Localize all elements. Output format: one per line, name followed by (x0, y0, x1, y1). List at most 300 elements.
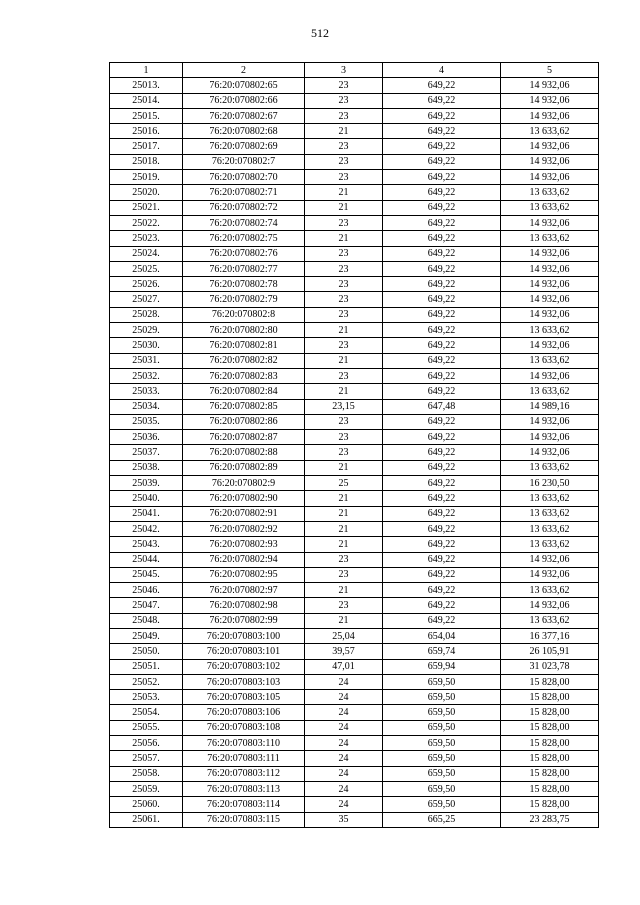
data-table (109, 62, 599, 828)
table-body (110, 78, 599, 828)
row-number-cell: 25036. (110, 430, 183, 445)
area-cell: 23 (305, 292, 383, 307)
column-header: 5 (501, 63, 599, 78)
area-cell: 35 (305, 812, 383, 827)
rate-cell: 649,22 (383, 368, 501, 383)
table-row (110, 720, 599, 735)
row-number-cell: 25019. (110, 170, 183, 185)
row-number-cell: 25057. (110, 751, 183, 766)
table-row (110, 307, 599, 322)
cadastral-number-cell: 76:20:070802:68 (183, 124, 305, 139)
table-row (110, 766, 599, 781)
row-number-cell: 25055. (110, 720, 183, 735)
area-cell: 21 (305, 323, 383, 338)
table-header-row (110, 63, 599, 78)
cadastral-number-cell: 76:20:070802:79 (183, 292, 305, 307)
value-cell: 13 633,62 (501, 124, 599, 139)
area-cell: 21 (305, 537, 383, 552)
value-cell: 14 932,06 (501, 170, 599, 185)
value-cell: 15 828,00 (501, 751, 599, 766)
table-row (110, 552, 599, 567)
table-row (110, 399, 599, 414)
area-cell: 23 (305, 567, 383, 582)
cadastral-number-cell: 76:20:070803:112 (183, 766, 305, 781)
row-number-cell: 25021. (110, 200, 183, 215)
row-number-cell: 25032. (110, 368, 183, 383)
cadastral-number-cell: 76:20:070803:103 (183, 674, 305, 689)
cadastral-number-cell: 76:20:070802:83 (183, 368, 305, 383)
value-cell: 14 932,06 (501, 108, 599, 123)
row-number-cell: 25025. (110, 261, 183, 276)
cadastral-number-cell: 76:20:070803:110 (183, 736, 305, 751)
table-row (110, 124, 599, 139)
value-cell: 13 633,62 (501, 231, 599, 246)
table-row (110, 583, 599, 598)
row-number-cell: 25042. (110, 521, 183, 536)
rate-cell: 649,22 (383, 353, 501, 368)
cadastral-number-cell: 76:20:070802:84 (183, 384, 305, 399)
area-cell: 23 (305, 368, 383, 383)
rate-cell: 649,22 (383, 185, 501, 200)
table-row (110, 537, 599, 552)
table-row (110, 644, 599, 659)
table-row (110, 414, 599, 429)
row-number-cell: 25061. (110, 812, 183, 827)
cadastral-number-cell: 76:20:070802:80 (183, 323, 305, 338)
rate-cell: 649,22 (383, 613, 501, 628)
area-cell: 47,01 (305, 659, 383, 674)
area-cell: 23 (305, 215, 383, 230)
table-row (110, 460, 599, 475)
area-cell: 24 (305, 797, 383, 812)
area-cell: 23 (305, 261, 383, 276)
rate-cell: 649,22 (383, 246, 501, 261)
cadastral-number-cell: 76:20:070802:95 (183, 567, 305, 582)
area-cell: 24 (305, 766, 383, 781)
row-number-cell: 25013. (110, 78, 183, 93)
row-number-cell: 25051. (110, 659, 183, 674)
row-number-cell: 25030. (110, 338, 183, 353)
table-row (110, 277, 599, 292)
area-cell: 24 (305, 720, 383, 735)
value-cell: 14 932,06 (501, 154, 599, 169)
area-cell: 21 (305, 460, 383, 475)
cadastral-number-cell: 76:20:070802:74 (183, 215, 305, 230)
value-cell: 15 828,00 (501, 720, 599, 735)
area-cell: 21 (305, 124, 383, 139)
area-cell: 21 (305, 384, 383, 399)
area-cell: 23 (305, 170, 383, 185)
rate-cell: 659,50 (383, 766, 501, 781)
rate-cell: 649,22 (383, 200, 501, 215)
rate-cell: 659,50 (383, 751, 501, 766)
rate-cell: 649,22 (383, 78, 501, 93)
row-number-cell: 25059. (110, 781, 183, 796)
value-cell: 23 283,75 (501, 812, 599, 827)
row-number-cell: 25037. (110, 445, 183, 460)
area-cell: 21 (305, 506, 383, 521)
value-cell: 15 828,00 (501, 690, 599, 705)
cadastral-number-cell: 76:20:070802:89 (183, 460, 305, 475)
rate-cell: 649,22 (383, 170, 501, 185)
column-header: 4 (383, 63, 501, 78)
rate-cell: 649,22 (383, 292, 501, 307)
area-cell: 23,15 (305, 399, 383, 414)
area-cell: 21 (305, 491, 383, 506)
rate-cell: 659,50 (383, 797, 501, 812)
area-cell: 23 (305, 307, 383, 322)
rate-cell: 649,22 (383, 108, 501, 123)
page-number: 512 (311, 26, 329, 40)
cadastral-number-cell: 76:20:070802:82 (183, 353, 305, 368)
column-header: 1 (110, 63, 183, 78)
value-cell: 13 633,62 (501, 460, 599, 475)
value-cell: 14 989,16 (501, 399, 599, 414)
row-number-cell: 25031. (110, 353, 183, 368)
table-row (110, 323, 599, 338)
value-cell: 13 633,62 (501, 521, 599, 536)
value-cell: 15 828,00 (501, 766, 599, 781)
row-number-cell: 25026. (110, 277, 183, 292)
column-header: 3 (305, 63, 383, 78)
value-cell: 14 932,06 (501, 338, 599, 353)
value-cell: 13 633,62 (501, 185, 599, 200)
value-cell: 13 633,62 (501, 537, 599, 552)
value-cell: 13 633,62 (501, 200, 599, 215)
rate-cell: 654,04 (383, 628, 501, 643)
cadastral-number-cell: 76:20:070802:78 (183, 277, 305, 292)
table-row (110, 705, 599, 720)
table-row (110, 506, 599, 521)
value-cell: 14 932,06 (501, 246, 599, 261)
rate-cell: 649,22 (383, 460, 501, 475)
area-cell: 21 (305, 185, 383, 200)
row-number-cell: 25034. (110, 399, 183, 414)
area-cell: 23 (305, 338, 383, 353)
value-cell: 14 932,06 (501, 307, 599, 322)
rate-cell: 665,25 (383, 812, 501, 827)
value-cell: 16 230,50 (501, 476, 599, 491)
rate-cell: 659,50 (383, 736, 501, 751)
area-cell: 23 (305, 246, 383, 261)
cadastral-number-cell: 76:20:070802:97 (183, 583, 305, 598)
table-row (110, 231, 599, 246)
rate-cell: 659,74 (383, 644, 501, 659)
cadastral-number-cell: 76:20:070802:76 (183, 246, 305, 261)
cadastral-number-cell: 76:20:070802:77 (183, 261, 305, 276)
table-row (110, 200, 599, 215)
row-number-cell: 25060. (110, 797, 183, 812)
row-number-cell: 25024. (110, 246, 183, 261)
rate-cell: 659,50 (383, 781, 501, 796)
row-number-cell: 25052. (110, 674, 183, 689)
row-number-cell: 25050. (110, 644, 183, 659)
area-cell: 21 (305, 231, 383, 246)
value-cell: 14 932,06 (501, 93, 599, 108)
row-number-cell: 25018. (110, 154, 183, 169)
area-cell: 24 (305, 736, 383, 751)
table-row (110, 139, 599, 154)
area-cell: 21 (305, 200, 383, 215)
cadastral-number-cell: 76:20:070802:94 (183, 552, 305, 567)
value-cell: 14 932,06 (501, 445, 599, 460)
cadastral-number-cell: 76:20:070802:66 (183, 93, 305, 108)
cadastral-number-cell: 76:20:070802:72 (183, 200, 305, 215)
table-row (110, 292, 599, 307)
value-cell: 14 932,06 (501, 139, 599, 154)
row-number-cell: 25014. (110, 93, 183, 108)
value-cell: 14 932,06 (501, 292, 599, 307)
rate-cell: 647,48 (383, 399, 501, 414)
table-row (110, 108, 599, 123)
cadastral-number-cell: 76:20:070802:99 (183, 613, 305, 628)
row-number-cell: 25027. (110, 292, 183, 307)
cadastral-number-cell: 76:20:070802:93 (183, 537, 305, 552)
value-cell: 13 633,62 (501, 583, 599, 598)
row-number-cell: 25020. (110, 185, 183, 200)
rate-cell: 649,22 (383, 537, 501, 552)
rate-cell: 659,50 (383, 674, 501, 689)
cadastral-number-cell: 76:20:070802:88 (183, 445, 305, 460)
table-row (110, 613, 599, 628)
row-number-cell: 25058. (110, 766, 183, 781)
table-row (110, 736, 599, 751)
value-cell: 13 633,62 (501, 384, 599, 399)
area-cell: 23 (305, 430, 383, 445)
cadastral-number-cell: 76:20:070803:115 (183, 812, 305, 827)
rate-cell: 659,50 (383, 705, 501, 720)
area-cell: 23 (305, 93, 383, 108)
cadastral-number-cell: 76:20:070803:102 (183, 659, 305, 674)
area-cell: 23 (305, 414, 383, 429)
value-cell: 15 828,00 (501, 781, 599, 796)
rate-cell: 649,22 (383, 583, 501, 598)
value-cell: 13 633,62 (501, 353, 599, 368)
rate-cell: 649,22 (383, 215, 501, 230)
rate-cell: 649,22 (383, 506, 501, 521)
row-number-cell: 25038. (110, 460, 183, 475)
cadastral-number-cell: 76:20:070802:9 (183, 476, 305, 491)
value-cell: 13 633,62 (501, 613, 599, 628)
table-row (110, 261, 599, 276)
value-cell: 14 932,06 (501, 552, 599, 567)
table-row (110, 338, 599, 353)
cadastral-number-cell: 76:20:070802:8 (183, 307, 305, 322)
area-cell: 21 (305, 583, 383, 598)
table-row (110, 93, 599, 108)
cadastral-number-cell: 76:20:070802:67 (183, 108, 305, 123)
cadastral-number-cell: 76:20:070802:65 (183, 78, 305, 93)
row-number-cell: 25033. (110, 384, 183, 399)
table-row (110, 674, 599, 689)
rate-cell: 649,22 (383, 261, 501, 276)
table-row (110, 353, 599, 368)
area-cell: 21 (305, 353, 383, 368)
row-number-cell: 25054. (110, 705, 183, 720)
area-cell: 23 (305, 277, 383, 292)
value-cell: 13 633,62 (501, 323, 599, 338)
cadastral-number-cell: 76:20:070802:91 (183, 506, 305, 521)
cadastral-number-cell: 76:20:070802:85 (183, 399, 305, 414)
area-cell: 24 (305, 690, 383, 705)
table-row (110, 659, 599, 674)
cadastral-number-cell: 76:20:070802:90 (183, 491, 305, 506)
value-cell: 14 932,06 (501, 215, 599, 230)
rate-cell: 649,22 (383, 414, 501, 429)
value-cell: 15 828,00 (501, 797, 599, 812)
cadastral-number-cell: 76:20:070803:100 (183, 628, 305, 643)
rate-cell: 649,22 (383, 154, 501, 169)
cadastral-number-cell: 76:20:070802:69 (183, 139, 305, 154)
area-cell: 25,04 (305, 628, 383, 643)
table-row (110, 368, 599, 383)
area-cell: 24 (305, 674, 383, 689)
row-number-cell: 25039. (110, 476, 183, 491)
cadastral-number-cell: 76:20:070803:101 (183, 644, 305, 659)
table-row (110, 476, 599, 491)
rate-cell: 649,22 (383, 338, 501, 353)
cadastral-number-cell: 76:20:070802:81 (183, 338, 305, 353)
table-row (110, 491, 599, 506)
cadastral-number-cell: 76:20:070803:106 (183, 705, 305, 720)
value-cell: 14 932,06 (501, 277, 599, 292)
cadastral-number-cell: 76:20:070802:87 (183, 430, 305, 445)
value-cell: 14 932,06 (501, 598, 599, 613)
cadastral-number-cell: 76:20:070802:71 (183, 185, 305, 200)
table-row (110, 185, 599, 200)
table-row (110, 445, 599, 460)
table-row (110, 690, 599, 705)
rate-cell: 649,22 (383, 307, 501, 322)
cadastral-number-cell: 76:20:070803:105 (183, 690, 305, 705)
rate-cell: 649,22 (383, 491, 501, 506)
rate-cell: 649,22 (383, 323, 501, 338)
value-cell: 14 932,06 (501, 567, 599, 582)
value-cell: 31 023,78 (501, 659, 599, 674)
value-cell: 13 633,62 (501, 491, 599, 506)
rate-cell: 649,22 (383, 139, 501, 154)
value-cell: 14 932,06 (501, 430, 599, 445)
table-row (110, 170, 599, 185)
row-number-cell: 25041. (110, 506, 183, 521)
table-row (110, 246, 599, 261)
cadastral-number-cell: 76:20:070803:114 (183, 797, 305, 812)
area-cell: 23 (305, 108, 383, 123)
table-row (110, 797, 599, 812)
table-row (110, 384, 599, 399)
row-number-cell: 25022. (110, 215, 183, 230)
area-cell: 25 (305, 476, 383, 491)
cadastral-number-cell: 76:20:070802:92 (183, 521, 305, 536)
table-row (110, 781, 599, 796)
rate-cell: 649,22 (383, 277, 501, 292)
row-number-cell: 25023. (110, 231, 183, 246)
area-cell: 21 (305, 613, 383, 628)
rate-cell: 659,50 (383, 720, 501, 735)
area-cell: 23 (305, 552, 383, 567)
row-number-cell: 25049. (110, 628, 183, 643)
column-header: 2 (183, 63, 305, 78)
row-number-cell: 25016. (110, 124, 183, 139)
row-number-cell: 25035. (110, 414, 183, 429)
cadastral-number-cell: 76:20:070802:7 (183, 154, 305, 169)
rate-cell: 659,50 (383, 690, 501, 705)
value-cell: 26 105,91 (501, 644, 599, 659)
rate-cell: 649,22 (383, 384, 501, 399)
value-cell: 13 633,62 (501, 506, 599, 521)
table-row (110, 567, 599, 582)
rate-cell: 649,22 (383, 476, 501, 491)
table-row (110, 215, 599, 230)
table-row (110, 598, 599, 613)
value-cell: 15 828,00 (501, 705, 599, 720)
table-row (110, 154, 599, 169)
value-cell: 14 932,06 (501, 261, 599, 276)
rate-cell: 649,22 (383, 93, 501, 108)
rate-cell: 649,22 (383, 124, 501, 139)
table-row (110, 751, 599, 766)
area-cell: 23 (305, 154, 383, 169)
area-cell: 23 (305, 598, 383, 613)
row-number-cell: 25015. (110, 108, 183, 123)
area-cell: 39,57 (305, 644, 383, 659)
value-cell: 14 932,06 (501, 78, 599, 93)
value-cell: 14 932,06 (501, 368, 599, 383)
row-number-cell: 25056. (110, 736, 183, 751)
area-cell: 23 (305, 445, 383, 460)
row-number-cell: 25045. (110, 567, 183, 582)
cadastral-number-cell: 76:20:070802:98 (183, 598, 305, 613)
table-row (110, 78, 599, 93)
rate-cell: 649,22 (383, 430, 501, 445)
area-cell: 23 (305, 139, 383, 154)
value-cell: 16 377,16 (501, 628, 599, 643)
row-number-cell: 25043. (110, 537, 183, 552)
table-row (110, 628, 599, 643)
rate-cell: 649,22 (383, 445, 501, 460)
cadastral-number-cell: 76:20:070803:113 (183, 781, 305, 796)
row-number-cell: 25053. (110, 690, 183, 705)
row-number-cell: 25048. (110, 613, 183, 628)
table-row (110, 521, 599, 536)
cadastral-number-cell: 76:20:070802:75 (183, 231, 305, 246)
rate-cell: 649,22 (383, 231, 501, 246)
cadastral-number-cell: 76:20:070803:111 (183, 751, 305, 766)
value-cell: 15 828,00 (501, 736, 599, 751)
rate-cell: 649,22 (383, 567, 501, 582)
row-number-cell: 25028. (110, 307, 183, 322)
row-number-cell: 25040. (110, 491, 183, 506)
cadastral-number-cell: 76:20:070802:70 (183, 170, 305, 185)
row-number-cell: 25047. (110, 598, 183, 613)
row-number-cell: 25017. (110, 139, 183, 154)
rate-cell: 649,22 (383, 552, 501, 567)
rate-cell: 649,22 (383, 521, 501, 536)
value-cell: 14 932,06 (501, 414, 599, 429)
area-cell: 24 (305, 751, 383, 766)
row-number-cell: 25044. (110, 552, 183, 567)
area-cell: 24 (305, 705, 383, 720)
cadastral-number-cell: 76:20:070802:86 (183, 414, 305, 429)
row-number-cell: 25029. (110, 323, 183, 338)
table-row (110, 812, 599, 827)
area-cell: 24 (305, 781, 383, 796)
area-cell: 21 (305, 521, 383, 536)
rate-cell: 659,94 (383, 659, 501, 674)
area-cell: 23 (305, 78, 383, 93)
value-cell: 15 828,00 (501, 674, 599, 689)
rate-cell: 649,22 (383, 598, 501, 613)
